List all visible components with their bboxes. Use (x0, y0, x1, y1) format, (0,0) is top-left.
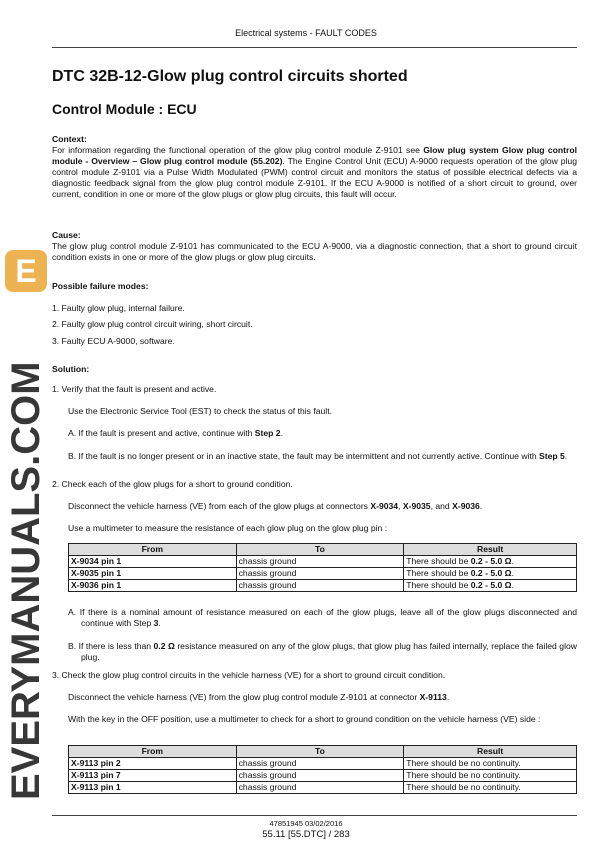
cause-text: The glow plug control module Z-9101 has communicated to the ECU A-9000, via a diagnostic connection, that a short to ground circuit condition exists in one or more of the glow plugs or glow plug circuits. (52, 241, 577, 262)
result-text: There should be (406, 580, 471, 590)
column-header: To (236, 544, 404, 556)
to-cell: chassis ground (236, 758, 404, 770)
watermark-text: EVERYMANUALS.COM (4, 361, 48, 800)
step-2-instruction-2: Use a multimeter to measure the resistance of each glow plug on the glow plug pin : (68, 523, 388, 533)
result-text: There should be (406, 568, 471, 578)
result-cell: There should be no continuity. (404, 782, 577, 794)
table-row (69, 568, 577, 580)
result-cell: There should be 0.2 - 5.0 Ω. (404, 568, 577, 580)
step-3-instruction-1: Disconnect the vehicle harness (VE) from the glow plug control module Z-9101 at connector X-9113. (68, 692, 450, 702)
table-header-row (69, 746, 577, 758)
connector: X-9034 (370, 501, 399, 511)
instruction-text: Disconnect the vehicle harness (VE) from the glow plug control module Z-9101 at connector (68, 692, 420, 702)
step-1-option-a: A. If the fault is present and active, continue with Step 2. (68, 428, 283, 438)
option-text: A. If the fault is present and active, continue with (68, 428, 255, 438)
option-text: A. If there is a nominal amount of resistance measured on each of the glow plugs, leave all of the glow plugs disconnected and continue with Step (68, 607, 577, 628)
result-cell: There should be no continuity. (404, 758, 577, 770)
failure-mode-item: 2. Faulty glow plug control circuit wiring, short circuit. (52, 319, 253, 329)
step-3-instruction-2: With the key in the OFF position, use a multimeter to check for a short to ground condition on the vehicle harness (VE) side : (68, 714, 541, 724)
cause-label: Cause: (52, 230, 81, 240)
table-row (69, 770, 577, 782)
table-row (69, 782, 577, 794)
context-text-2: . The Engine Control Unit (ECU) A-9000 requests operation of the glow plug control module Z-9101 via a Pulse Width Modulated (PWM) control circuit and monitors the status of possible electrical defects via a diagnostic feedback signal from the glow plug control module Z-9101. If the ECU A-9000 is notified of a short circuit to ground, over current, condition in one or more of the glow plugs or glow plug circuits, this fault will occur. (52, 156, 577, 199)
page-header: Electrical systems - FAULT CODES (235, 28, 377, 38)
step-2-instruction-1: Disconnect the vehicle harness (VE) from each of the glow plugs at connectors X-9034, X-9035, and X-9036. (68, 501, 483, 511)
to-cell: chassis ground (236, 782, 404, 794)
to-cell: chassis ground (236, 770, 404, 782)
step-1-instruction: Use the Electronic Service Tool (EST) to check the status of this fault. (68, 406, 332, 416)
instruction-text: Disconnect the vehicle harness (VE) from each of the glow plugs at connectors (68, 501, 371, 511)
failure-mode-item: 1. Faulty glow plug, internal failure. (52, 303, 185, 313)
step-reference: Step 2 (254, 428, 281, 438)
step-reference: 3 (153, 618, 159, 628)
result-cell: There should be 0.2 - 5.0 Ω. (404, 556, 577, 568)
result-value: 0.2 - 5.0 Ω (470, 556, 512, 566)
solution-label: Solution: (52, 364, 90, 374)
watermark-logo-icon: E (5, 250, 47, 292)
context-label: Context: (52, 134, 87, 144)
column-header: Result (404, 746, 577, 758)
result-cell: There should be 0.2 - 5.0 Ω. (404, 580, 577, 592)
option-text: B. If the fault is no longer present or in an inactive state, the fault may be intermittent and not currently active. Continue with (68, 451, 539, 461)
step-reference: Step 5 (539, 451, 565, 461)
result-text: There should be (406, 556, 471, 566)
result-value: 0.2 - 5.0 Ω (470, 580, 512, 590)
table-row (69, 556, 577, 568)
step-2-option-b (68, 641, 577, 663)
control-module-heading: Control Module : ECU (52, 101, 197, 117)
from-cell: X-9113 pin 2 (69, 758, 237, 770)
column-header: From (69, 746, 237, 758)
document-number: 47851945 03/02/2016 (269, 819, 343, 828)
result-cell: There should be no continuity. (404, 770, 577, 782)
result-value: 0.2 - 5.0 Ω (470, 568, 512, 578)
step-2-option-a: A. If there is a nominal amount of resistance measured on each of the glow plugs, leave all of the glow plugs disconnected and continue with Step 3. (68, 607, 577, 628)
from-cell: X-9034 pin 1 (69, 556, 237, 568)
from-cell: X-9036 pin 1 (69, 580, 237, 592)
from-cell: X-9113 pin 1 (69, 782, 237, 794)
option-text: resistance measured on any of the glow plugs, that glow plug has failed internally, replace the failed glow plug. (81, 641, 577, 662)
connector: X-9035 (402, 501, 431, 511)
page-title: DTC 32B-12-Glow plug control circuits shorted (52, 68, 408, 85)
connector: X-9036 (452, 501, 480, 511)
column-header: To (236, 746, 404, 758)
page-number: 55.11 [55.DTC] / 283 (262, 829, 350, 840)
connector: X-9113 (419, 692, 447, 702)
column-header: Result (404, 544, 577, 556)
table-row (69, 758, 577, 770)
to-cell: chassis ground (236, 580, 404, 592)
to-cell: chassis ground (236, 556, 404, 568)
solution-step-2: 2. Check each of the glow plugs for a short to ground condition. (52, 479, 293, 489)
to-cell: chassis ground (236, 568, 404, 580)
option-text: B. If there is less than (68, 641, 154, 651)
context-text (52, 145, 577, 200)
column-header: From (69, 544, 237, 556)
failure-modes-label: Possible failure modes: (52, 281, 149, 291)
continuity-table (68, 745, 577, 794)
from-cell: X-9113 pin 7 (69, 770, 237, 782)
context-reference-link[interactable]: Glow plug system Glow plug control module - Overview – Glow plug control module (55.202) (52, 145, 577, 166)
instruction-text: , and (430, 501, 453, 511)
context-text-1: For information regarding the functional operation of the glow plug control module Z-9101 see (52, 145, 424, 155)
resistance-table (68, 543, 577, 592)
table-row (69, 580, 577, 592)
solution-step-3: 3. Check the glow plug control circuits in the vehicle harness (VE) for a short to ground circuit condition. (52, 670, 446, 680)
step-1-option-b: B. If the fault is no longer present or in an inactive state, the fault may be intermittent and not currently active. Continue with Step 5. (68, 451, 568, 461)
header-divider (52, 47, 577, 48)
table-header-row (69, 544, 577, 556)
from-cell: X-9035 pin 1 (69, 568, 237, 580)
failure-mode-item: 3. Faulty ECU A-9000, software. (52, 336, 175, 346)
solution-step-1: 1. Verify that the fault is present and active. (52, 384, 217, 394)
resistance-value: 0.2 Ω (153, 641, 175, 651)
footer-divider (52, 815, 577, 816)
